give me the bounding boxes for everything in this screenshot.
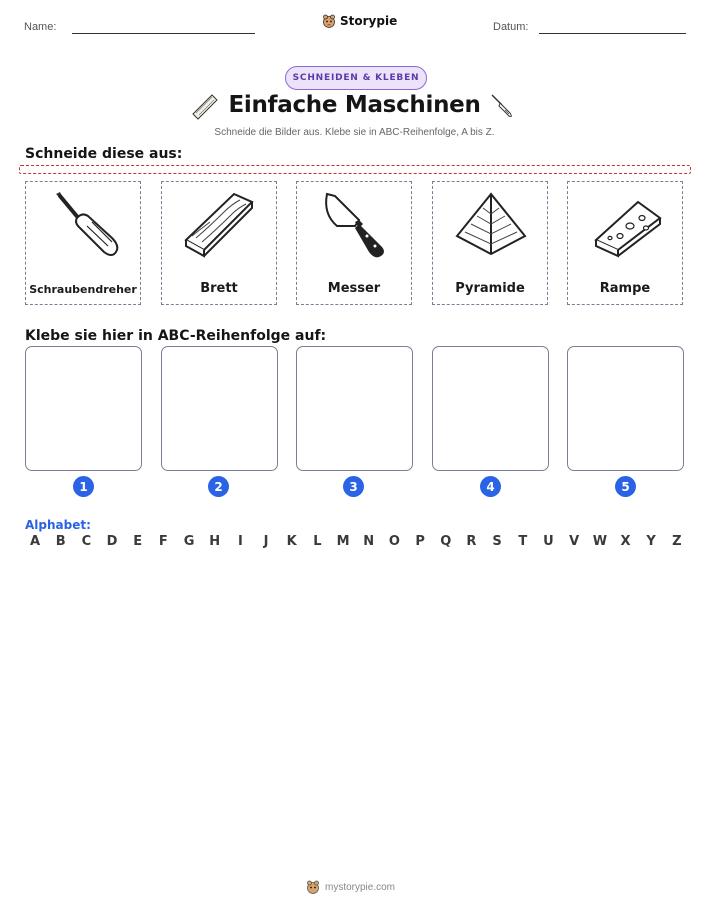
footer-url[interactable]: mystorypie.com [325,881,396,893]
cut-card-knife[interactable] [296,181,412,305]
date-line[interactable] [539,33,686,34]
alphabet-letter: E [133,534,143,549]
alphabet-letter: S [492,534,502,549]
brand-logo [322,14,397,28]
alphabet-letter: F [158,534,168,549]
alphabet-letter: D [106,534,118,549]
knife-icon [315,188,395,268]
paste-box-4[interactable] [432,346,549,471]
alphabet-letter: M [336,534,350,549]
paste-box-5[interactable] [567,346,684,471]
alphabet-letter: C [81,534,92,549]
cut-section-heading: Schneide diese aus: [25,146,183,162]
alphabet-letter: H [209,534,221,549]
page-title: Einfache Maschinen [228,92,481,118]
paste-box-1[interactable] [25,346,142,471]
alphabet-row [28,534,684,549]
cut-card-screwdriver[interactable] [25,181,141,305]
alphabet-letter: I [237,534,243,549]
screwdriver-icon [44,188,124,268]
pyramid-icon [451,188,531,268]
alphabet-letter: A [29,534,41,549]
footer [306,880,395,894]
alphabet-letter: U [543,534,554,549]
paste-section-heading: Klebe sie hier in ABC-Reihenfolge auf: [25,328,327,344]
screwdriver-decoration-icon [488,92,518,120]
alphabet-letter: X [620,534,631,549]
instructions: Schneide die Bilder aus. Klebe sie in ABC-Reihenfolge, A bis Z. [214,127,495,138]
alphabet-letter: P [415,534,425,549]
paste-box-2[interactable] [161,346,278,471]
ramp-icon [586,188,666,268]
alphabet-label: Alphabet: [25,518,91,532]
card-label: Messer [327,281,381,296]
alphabet-letter: K [286,534,297,549]
alphabet-letter: R [466,534,477,549]
alphabet-letter: B [55,534,66,549]
card-label: Schraubendreher [29,283,137,296]
alphabet-letter: V [569,534,580,549]
alphabet-letter: G [183,534,195,549]
cut-card-ramp[interactable] [567,181,683,305]
alphabet-letter: Q [440,534,452,549]
number-badge-5: 5 [615,476,636,497]
alphabet-letter: T [518,534,528,549]
cut-card-plank[interactable] [161,181,277,305]
name-label: Name: [24,21,57,33]
storypie-mascot-icon [306,880,320,894]
paste-box-3[interactable] [296,346,413,471]
alphabet-letter: O [388,534,400,549]
storypie-mascot-icon [322,14,336,28]
date-label: Datum: [493,21,529,33]
number-badge-2: 2 [208,476,229,497]
cut-card-pyramid[interactable] [432,181,548,305]
alphabet-letter: W [592,534,608,549]
dashed-cut-line [19,165,691,174]
card-label: Pyramide [455,281,525,296]
alphabet-letter: Z [672,534,682,549]
plank-icon [180,188,260,268]
card-label: Brett [200,281,238,296]
number-badge-4: 4 [480,476,501,497]
alphabet-letter: J [263,534,269,549]
brand-name: Storypie [340,14,398,28]
alphabet-letter: L [313,534,322,549]
alphabet-letter: Y [646,534,656,549]
number-badge-3: 3 [343,476,364,497]
card-label: Rampe [599,281,651,296]
name-line[interactable] [72,33,255,34]
alphabet-letter: N [363,534,375,549]
activity-badge: SCHNEIDEN & KLEBEN [285,66,427,90]
number-badge-1: 1 [73,476,94,497]
